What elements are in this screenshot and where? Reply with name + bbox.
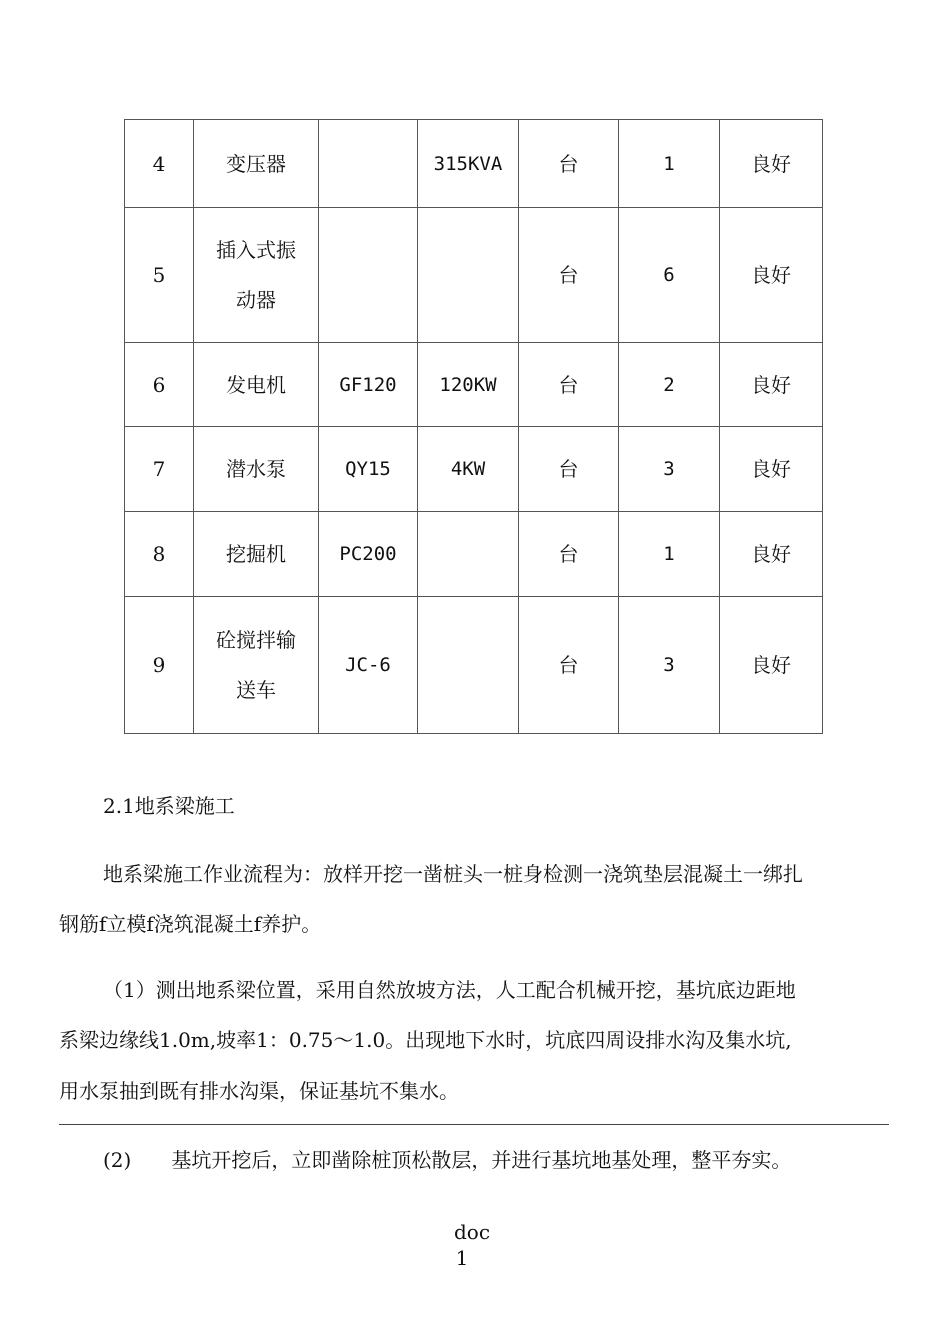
cell-name: 挖掘机 [194, 512, 319, 597]
paragraph-line: 钢筋f立模f浇筑混凝土f养护。 [59, 912, 322, 936]
cell-power: 4KW [418, 427, 519, 512]
cell-unit: 台 [519, 208, 619, 343]
cell-model: JC-6 [319, 597, 418, 734]
cell-name-line: 动器 [236, 288, 276, 312]
cell-unit: 台 [519, 120, 619, 208]
cell-power: 315KVA [418, 120, 519, 208]
cell-qty: 1 [619, 120, 720, 208]
cell-status: 良好 [720, 427, 823, 512]
cell-power: 120KW [418, 343, 519, 427]
table-row [125, 343, 823, 427]
paragraph-text: 基坑开挖后，立即凿除桩顶松散层，并进行基坑地基处理，整平夯实。 [171, 1148, 792, 1172]
cell-unit: 台 [519, 512, 619, 597]
cell-model [319, 120, 418, 208]
table-row [125, 427, 823, 512]
cell-no: 6 [125, 343, 194, 427]
footer-page-number: 1 [455, 1246, 469, 1270]
cell-status: 良好 [720, 120, 823, 208]
cell-status: 良好 [720, 208, 823, 343]
cell-qty: 1 [619, 512, 720, 597]
paragraph-line [59, 854, 889, 894]
cell-name-line: 插入式振 [216, 238, 296, 262]
paragraph-text: （1）测出地系梁位置，采用自然放坡方法，人工配合机械开挖，基坑底边距地 [103, 978, 796, 1002]
paragraph-text: 地系梁施工作业流程为：放样开挖一凿桩头一桩身检测一浇筑垫层混凝土一绑扎 [103, 862, 803, 886]
section-heading: 2.1地系梁施工 [103, 794, 235, 818]
footer-doc: doc [453, 1220, 491, 1244]
paragraph-line [59, 1140, 889, 1180]
cell-qty: 2 [619, 343, 720, 427]
cell-name [194, 208, 319, 343]
cell-name: 潜水泵 [194, 427, 319, 512]
cell-name-line: 砼搅拌输 [216, 628, 296, 652]
equipment-table [124, 119, 823, 734]
table-row [125, 120, 823, 208]
cell-model: GF120 [319, 343, 418, 427]
cell-name [194, 597, 319, 734]
cell-power [418, 597, 519, 734]
cell-no: 5 [125, 208, 194, 343]
table-row [125, 512, 823, 597]
cell-qty: 6 [619, 208, 720, 343]
cell-unit: 台 [519, 427, 619, 512]
cell-status: 良好 [720, 597, 823, 734]
cell-name-line: 送车 [236, 678, 276, 702]
cell-name: 变压器 [194, 120, 319, 208]
cell-no: 7 [125, 427, 194, 512]
cell-power [418, 512, 519, 597]
table-row [125, 208, 823, 343]
cell-no: 8 [125, 512, 194, 597]
paragraph-number: (2) [103, 1148, 132, 1172]
paragraph-line [59, 970, 889, 1010]
cell-power [418, 208, 519, 343]
divider-line [59, 1124, 889, 1125]
cell-unit: 台 [519, 343, 619, 427]
table-body [125, 120, 823, 734]
cell-no: 9 [125, 597, 194, 734]
cell-model [319, 208, 418, 343]
cell-status: 良好 [720, 512, 823, 597]
cell-name: 发电机 [194, 343, 319, 427]
paragraph-line: 用水泵抽到既有排水沟渠，保证基坑不集水。 [59, 1079, 459, 1103]
cell-model: QY15 [319, 427, 418, 512]
cell-no: 4 [125, 120, 194, 208]
paragraph-line: 系梁边缘线1.0m,坡率1：0.75〜1.0。出现地下水时，坑底四周设排水沟及集水坑, [59, 1028, 792, 1052]
table-row [125, 597, 823, 734]
cell-qty: 3 [619, 427, 720, 512]
cell-status: 良好 [720, 343, 823, 427]
cell-unit: 台 [519, 597, 619, 734]
cell-model: PC200 [319, 512, 418, 597]
cell-qty: 3 [619, 597, 720, 734]
